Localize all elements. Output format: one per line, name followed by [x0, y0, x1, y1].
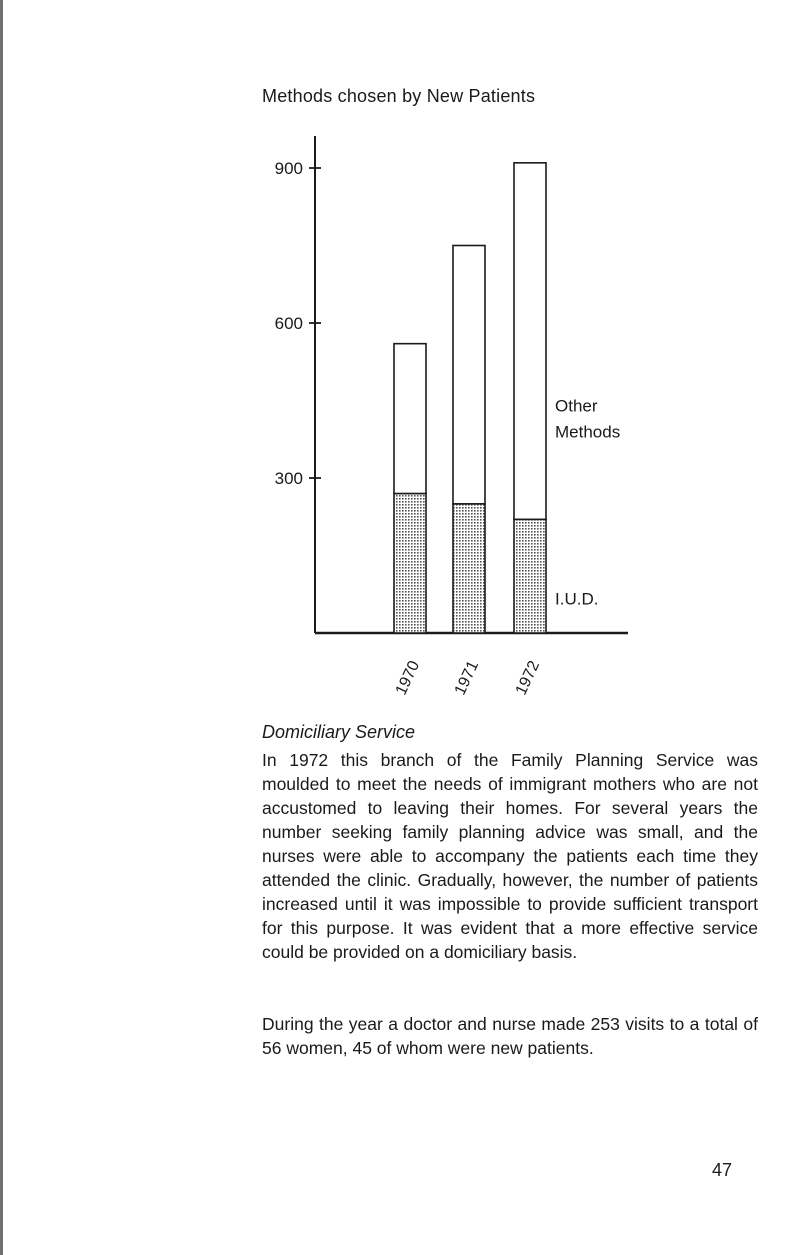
- bar-iud-1971: [453, 504, 485, 633]
- y-tick-label: 300: [274, 469, 303, 488]
- body-paragraph-1: In 1972 this branch of the Family Planning Service was moulded to meet the needs of immigrant mothers who are not accustomed to leaving their homes. For several years the number seeking family planning advice was small, and the nurses were able to accompany the patients each time they attended the clinic. Gradually, however, the number of patients increased until it was impossible to provide sufficient transport for this purpose. It was evident that a more effective service could be provided on a domiciliary basis.: [262, 750, 758, 962]
- section-heading: Domiciliary Service: [262, 722, 416, 742]
- page-number: 47: [712, 1160, 733, 1180]
- bar-iud-1972: [514, 519, 546, 633]
- x-tick-label-1970: 1970: [392, 658, 424, 698]
- y-tick-label: 900: [274, 159, 303, 178]
- chart-title: Methods chosen by New Patients: [262, 86, 536, 106]
- series-label-iud: I.U.D.: [555, 589, 599, 609]
- x-tick-label-1972: 1972: [512, 658, 544, 698]
- series-label-other-methods-1: Other: [555, 396, 598, 416]
- bar-iud-1970: [394, 494, 426, 634]
- series-label-other-methods-2: Methods: [555, 422, 621, 442]
- body-paragraph-2: During the year a doctor and nurse made 253 visits to a total of 56 women, 45 of whom were new patients.: [262, 1014, 758, 1058]
- bar-other-methods-1972: [514, 163, 546, 520]
- bar-other-methods-1970: [394, 344, 426, 494]
- x-tick-label-1971: 1971: [451, 658, 483, 698]
- bar-other-methods-1971: [453, 246, 485, 504]
- y-tick-label: 600: [274, 314, 303, 333]
